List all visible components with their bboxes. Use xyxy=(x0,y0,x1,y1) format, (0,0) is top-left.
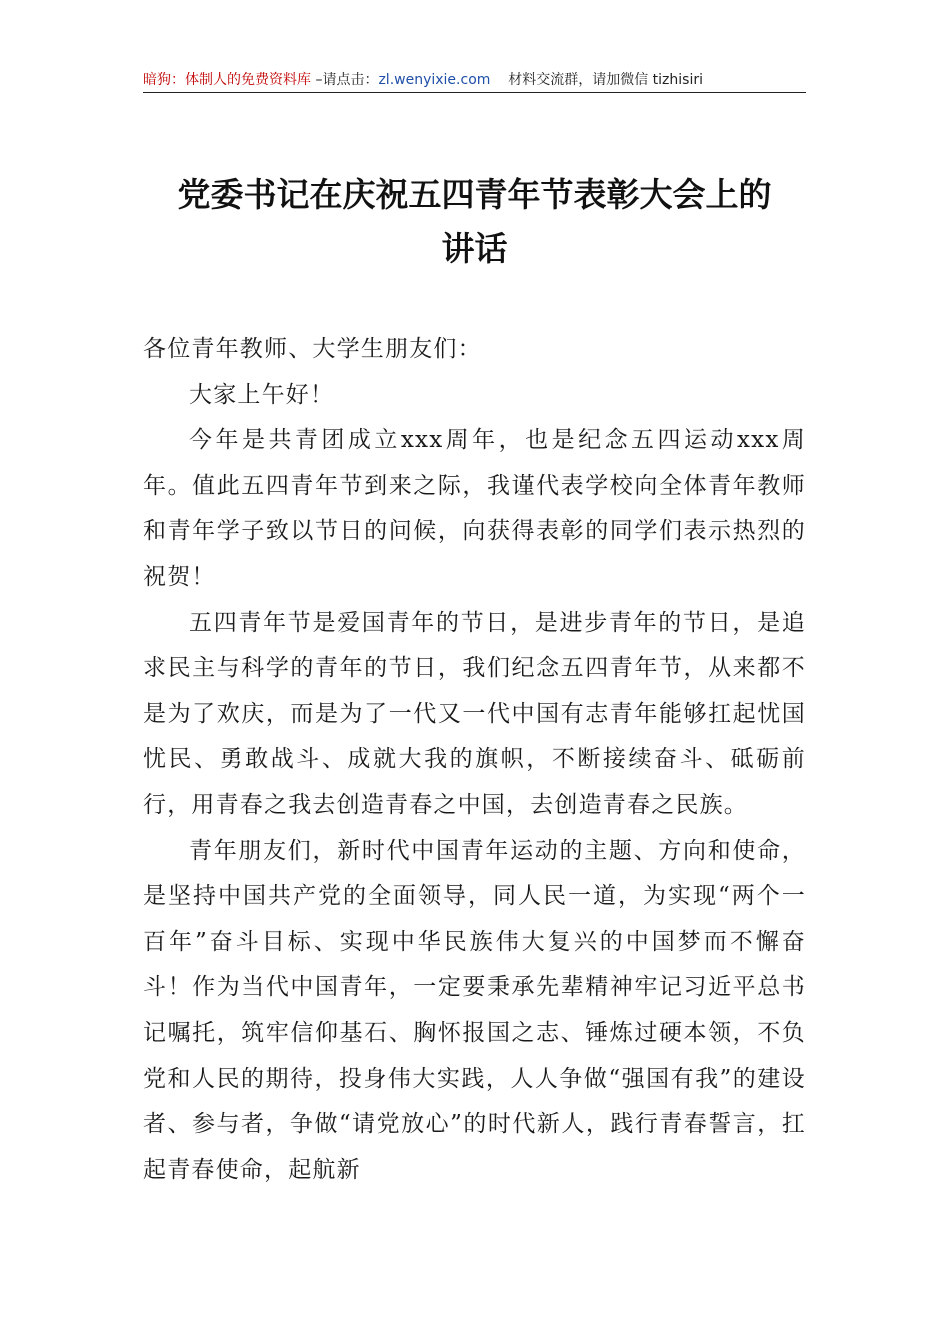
salutation: 各位青年教师、大学生朋友们： xyxy=(143,336,482,362)
paragraph: 青年朋友们，新时代中国青年运动的主题、方向和使命，是坚持中国共产党的全面领导，同人民一道，为实现“两个一百年”奋斗目标、实现中华民族伟大复兴的中国梦而不懈奋斗！作为当代中国青年，一定要秉承先辈精神牢记习近平总书记嘱托，筑牢信仰基石、胸怀报国之志、锤炼过硬本领，不负党和人民的期待，投身伟大实践，人人争做“强国有我”的建设者、参与者，争做“请党放心”的时代新人，践行青春誓言，扛起青春使命，起航新 xyxy=(143,837,806,1183)
header-wechat-note: 材料交流群，请加微信 tizhisiri xyxy=(490,72,703,88)
header-click-prompt: –请点击： xyxy=(311,72,379,88)
document-title xyxy=(143,168,806,276)
document-body xyxy=(143,327,806,1193)
header-site-name: 暗狗：体制人的免费资料库 xyxy=(143,72,311,88)
header-link[interactable]: zl.wenyixie.com xyxy=(378,72,491,88)
paragraph: 今年是共青团成立xxx周年，也是纪念五四运动xxx周年。值此五四青年节到来之际，我谨代表学校向全体青年教师和青年学子致以节日的问候，向获得表彰的同学们表示热烈的祝贺！ xyxy=(143,427,806,590)
title-line-1: 党委书记在庆祝五四青年节表彰大会上的 xyxy=(177,175,772,214)
paragraph: 大家上午好！ xyxy=(189,381,335,408)
title-line-2: 讲话 xyxy=(441,229,508,268)
paragraph: 五四青年节是爱国青年的节日，是进步青年的节日，是追求民主与科学的青年的节日，我们纪念五四青年节，从来都不是为了欢庆，而是为了一代又一代中国有志青年能够扛起忧国忧民、勇敢战斗、成就大我的旗帜，不断接续奋斗、砥砺前行，用青春之我去创造青春之中国，去创造青春之民族。 xyxy=(143,609,806,818)
page-header xyxy=(143,70,806,93)
